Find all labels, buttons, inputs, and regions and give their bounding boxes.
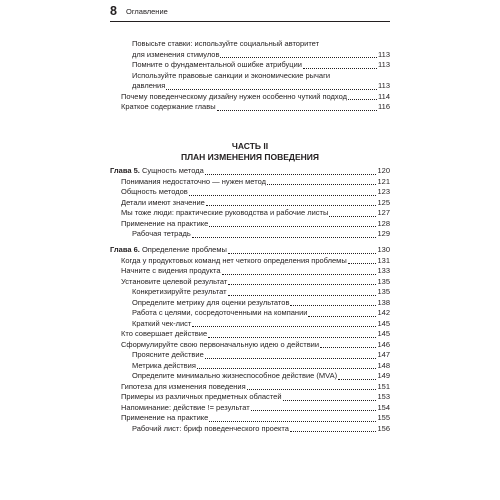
toc-page-number: 149 — [377, 371, 390, 380]
toc-page-number: 113 — [378, 60, 390, 69]
toc-page-number: 125 — [377, 197, 390, 207]
toc-entry — [110, 92, 390, 103]
leader-dots — [348, 263, 377, 264]
leader-dots — [303, 68, 377, 69]
toc-page-number: 123 — [377, 187, 390, 196]
toc-entry-label: Начните с видения продукта — [121, 266, 221, 275]
toc-entry — [110, 340, 390, 351]
toc-entry-label: Сущность метода — [141, 166, 204, 175]
leader-dots — [208, 337, 376, 338]
toc-entry — [110, 424, 390, 435]
toc-page-number: 138 — [377, 297, 390, 307]
toc-entry — [110, 229, 390, 240]
toc-page-number: 135 — [377, 276, 390, 286]
toc-page-number: 113 — [378, 49, 390, 59]
toc-page-number: 156 — [377, 423, 390, 433]
toc-page-number: 153 — [377, 392, 390, 401]
chapter-number: Глава 5. — [110, 166, 140, 175]
toc-entry — [110, 403, 390, 414]
toc-entry — [110, 329, 390, 340]
page-number: 8 — [110, 4, 117, 18]
leader-dots — [205, 358, 377, 359]
toc-entry-label: Применение на практике — [121, 413, 209, 422]
leader-dots — [290, 431, 377, 432]
toc-entry — [110, 60, 390, 71]
toc-entry-label: Повысьте ставки: используйте социальный авторитет — [132, 39, 320, 48]
toc-page-number: 145 — [377, 318, 390, 328]
toc-entry-label: Когда у продуктовых команд нет четкого определения проблемы — [121, 255, 347, 265]
toc-entry-label: Метрика действия — [132, 360, 196, 370]
toc-entry-label: Работа с целями, сосредоточенными на компании — [132, 308, 308, 317]
part-number: ЧАСТЬ II — [231, 141, 269, 151]
toc-entry-label: Напоминание: действие != результат — [121, 402, 250, 412]
toc-page-number: 120 — [377, 166, 390, 175]
leader-dots — [228, 284, 376, 285]
toc-entry — [110, 319, 390, 330]
running-header — [110, 3, 390, 22]
leader-dots — [228, 295, 377, 296]
toc-entry-label: Рабочая тетрадь — [132, 229, 191, 238]
leader-dots — [338, 379, 376, 380]
toc-entry-label: Определите минимально жизнеспособное действие (MVA) — [132, 371, 338, 380]
leader-dots — [192, 237, 377, 238]
toc-entry-label: Проясните действие — [132, 350, 204, 359]
toc-page-number: 121 — [377, 176, 390, 186]
toc-entry — [110, 361, 390, 372]
toc-entry — [110, 382, 390, 393]
toc-entry — [110, 102, 390, 113]
toc-block-top — [110, 39, 390, 113]
toc-entry — [110, 287, 390, 298]
toc-entry — [110, 81, 390, 92]
leader-dots — [308, 316, 376, 317]
toc-page-number: 128 — [377, 218, 390, 228]
toc-entry-label: Кто совершает действие — [121, 329, 208, 338]
toc-page-number: 142 — [377, 308, 390, 317]
leader-dots — [320, 347, 376, 348]
leader-dots — [283, 400, 377, 401]
leader-dots — [348, 99, 377, 100]
toc-entry — [110, 308, 390, 319]
toc-entry — [110, 187, 390, 198]
toc-entry — [110, 219, 390, 230]
leader-dots — [205, 174, 377, 175]
part-heading — [110, 141, 390, 163]
leader-dots — [192, 326, 376, 327]
chapter-number: Глава 6. — [110, 245, 140, 254]
toc-page-number: 131 — [377, 255, 390, 265]
toc-entry-label: Сформулируйте свою первоначальную идею о действии — [121, 339, 320, 349]
section-title: Оглавление — [126, 7, 168, 16]
toc-entry — [110, 277, 390, 288]
toc-entry-label: Примеры из различных предметных областей — [121, 392, 282, 401]
leader-dots — [220, 57, 377, 58]
toc-page-number: 129 — [377, 229, 390, 238]
toc-entry — [110, 350, 390, 361]
leader-dots — [228, 253, 377, 254]
leader-dots — [166, 89, 377, 90]
toc-page-number: 151 — [377, 381, 390, 391]
toc-page-number: 135 — [377, 287, 390, 296]
toc-entry-label: Помните о фундаментальной ошибке атрибуции — [132, 60, 302, 69]
toc-entry — [110, 371, 390, 382]
toc-entry-label: Применение на практике — [121, 218, 209, 228]
toc-entry-label: Почему поведенческому дизайну нужен особенно чуткий подход — [121, 91, 347, 101]
toc-entry-label-cont: для изменения стимулов — [132, 49, 220, 59]
leader-dots — [189, 195, 377, 196]
part-title: ПЛАН ИЗМЕНЕНИЯ ПОВЕДЕНИЯ — [180, 152, 320, 162]
toc-page-number: 116 — [378, 102, 390, 111]
toc-entry — [110, 256, 390, 267]
toc-page-number: 127 — [377, 208, 390, 217]
toc-page-number: 113 — [378, 81, 390, 90]
toc-entry — [110, 266, 390, 277]
toc-entry — [110, 392, 390, 403]
leader-dots — [209, 421, 376, 422]
toc-entry — [110, 413, 390, 424]
leader-dots — [329, 216, 376, 217]
toc-entry-label: Используйте правовые санкции и экономические рычаги — [132, 70, 331, 80]
toc-entry-label: Краткий чек-лист — [132, 318, 192, 328]
leader-dots — [222, 274, 377, 275]
leader-dots — [251, 410, 377, 411]
toc-page-number: 154 — [377, 402, 390, 412]
toc-entry-label: Общность методов — [121, 187, 188, 196]
toc-page-number: 114 — [378, 91, 390, 101]
leader-dots — [197, 368, 377, 369]
leader-dots — [267, 184, 377, 185]
toc-entry — [110, 208, 390, 219]
toc-entry-label: Рабочий лист: бриф поведенческого проекта — [132, 423, 289, 433]
leader-dots — [217, 110, 377, 111]
toc-chapter-6 — [110, 245, 390, 434]
toc-entry-label: Понимания недостаточно — нужен метод — [121, 176, 266, 186]
leader-dots — [290, 305, 376, 306]
toc-entry — [110, 198, 390, 209]
toc-entry-label: Детали имеют значение — [121, 197, 205, 207]
toc-page-number: 146 — [377, 339, 390, 349]
toc-page-number: 148 — [377, 360, 390, 370]
toc-entry-label: Гипотеза для изменения поведения — [121, 381, 246, 391]
toc-entry-label: Определение проблемы — [141, 245, 227, 254]
toc-entry — [110, 298, 390, 309]
leader-dots — [206, 205, 377, 206]
toc-entry — [110, 177, 390, 188]
toc-entry-label: Установите целевой результат — [121, 276, 228, 286]
toc-entry — [110, 50, 390, 61]
toc-entry-label: Конкретизируйте результат — [132, 287, 227, 296]
toc-page-number: 147 — [377, 350, 390, 359]
toc-entry-label: Мы тоже люди: практические руководства и рабочие листы — [121, 208, 329, 217]
toc-entry-label-cont: давления — [132, 81, 166, 90]
leader-dots — [209, 226, 376, 227]
toc-chapter-5 — [110, 166, 390, 240]
toc-page-number: 155 — [377, 413, 390, 422]
toc-page-number: 133 — [377, 266, 390, 275]
toc-entry — [110, 245, 390, 256]
toc-entry — [110, 166, 390, 177]
toc-page-number: 145 — [377, 329, 390, 338]
toc-entry-label: Определите метрику для оценки результатов — [132, 297, 290, 307]
toc-page-number: 130 — [377, 245, 390, 254]
leader-dots — [247, 389, 377, 390]
toc-entry-label: Краткое содержание главы — [121, 102, 216, 111]
